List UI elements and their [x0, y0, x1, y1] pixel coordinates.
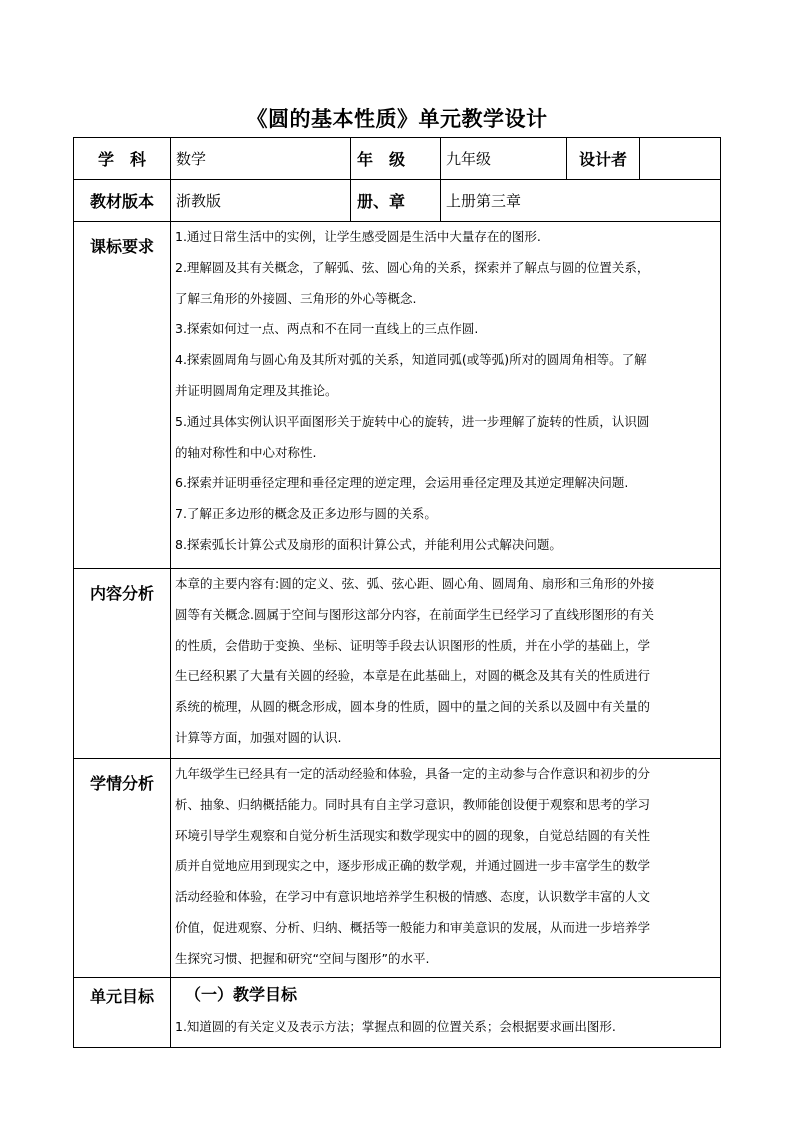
designer-label: 设计者 [567, 138, 640, 180]
content-line: 系统的梳理，从圆的概念形成，圆本身的性质，圆中的量之间的关系以及圆中有关量的 [175, 699, 651, 715]
standards-line: 7.了解正多边形的概念及正多边形与圆的关系。 [175, 506, 437, 522]
table-row-subject [74, 138, 721, 180]
standards-line: 并证明圆周角定理及其推论。 [175, 382, 338, 398]
content-line: 的性质，会借助于变换、坐标、证明等手段去认识图形的性质，并在小学的基础上，学 [175, 637, 651, 653]
document-title: 《圆的基本性质》单元教学设计 [246, 107, 548, 131]
content-line: 本章的主要内容有:圆的定义、弦、弧、弦心距、圆心角、圆周角、扇形和三角形的外接 [175, 576, 655, 591]
standards-line: 4.探索圆周角与圆心角及其所对弧的关系，知道同弧(或等弧)所对的圆周角相等。了解 [175, 352, 647, 368]
students-line: 析、抽象、归纳概括能力。同时具有自主学习意识，教师能创设便于观察和思考的学习 [175, 796, 651, 812]
goals-content [171, 978, 721, 1048]
standards-line: 3.探索如何过一点、两点和不在同一直线上的三点作圆. [175, 321, 479, 337]
goals-label: 单元目标 [74, 978, 171, 1048]
standards-line: 6.探索并证明垂径定理和垂径定理的逆定理，会运用垂径定理及其逆定理解决问题. [175, 475, 629, 491]
goals-line: 1.知道圆的有关定义及表示方法；掌握点和圆的位置关系；会根据要求画出图形. [175, 1019, 616, 1034]
content-line: 计算等方面，加强对圆的认识. [175, 729, 342, 745]
students-line: 生探究习惯、把握和研究“空间与图形”的水平. [175, 950, 430, 966]
students-line: 九年级学生已经具有一定的活动经验和体验，具备一定的主动参与合作意识和初步的分 [175, 766, 651, 781]
students-line: 活动经验和体验，在学习中有意识地培养学生积极的情感、态度，认识数学丰富的人文 [175, 889, 651, 905]
standards-content [171, 222, 721, 569]
grade-value: 九年级 [441, 138, 567, 180]
subject-label: 学 科 [74, 138, 171, 180]
content-line: 生已经积累了大量有关圆的经验，本章是在此基础上，对圆的概念及其有关的性质进行 [175, 668, 651, 684]
standards-line: 了解三角形的外接圆、三角形的外心等概念. [175, 290, 417, 306]
standards-line: 2.理解圆及其有关概念，了解弧、弦、圆心角的关系，探索并了解点与圆的位置关系， [175, 259, 650, 275]
standards-label: 课标要求 [74, 222, 171, 569]
students-line: 质并自觉地应用到现实之中，逐步形成正确的数学观，并通过圆进一步丰富学生的数学 [175, 858, 651, 874]
students-label: 学情分析 [74, 759, 171, 978]
grade-label: 年 级 [351, 138, 441, 180]
table-row-goals [74, 978, 721, 1048]
students-analysis [171, 759, 721, 978]
subject-value: 数学 [171, 138, 351, 180]
content-line: 圆等有关概念.圆属于空间与图形这部分内容，在前面学生已经学习了直线形图形的有关 [175, 606, 654, 622]
table-row-standards [74, 222, 721, 569]
volume-label: 册、章 [351, 180, 441, 222]
content-label: 内容分析 [74, 569, 171, 759]
standards-line: 5.通过具体实例认识平面图形关于旋转中心的旋转，进一步理解了旋转的性质，认识圆 [175, 413, 650, 429]
students-line: 环境引导学生观察和自觉分析生活现实和数学现实中的圆的现象，自觉总结圆的有关性 [175, 827, 651, 843]
edition-value: 浙教版 [171, 180, 351, 222]
designer-value [640, 138, 721, 180]
content-analysis [171, 569, 721, 759]
table-row-students [74, 759, 721, 978]
goals-heading: （一）教学目标 [185, 985, 298, 1004]
edition-label: 教材版本 [74, 180, 171, 222]
table-row-content [74, 569, 721, 759]
students-line: 价值，促进观察、分析、归纳、概括等一般能力和审美意识的发展，从而进一步培养学 [175, 919, 651, 935]
lesson-design-table [73, 137, 721, 1048]
volume-value: 上册第三章 [441, 180, 721, 222]
standards-line: 8.探索弧长计算公式及扇形的面积计算公式，并能利用公式解决问题。 [175, 536, 562, 552]
standards-line: 1.通过日常生活中的实例，让学生感受圆是生活中大量存在的图形. [175, 229, 541, 244]
standards-line: 的轴对称性和中心对称性. [175, 444, 317, 460]
table-row-edition [74, 180, 721, 222]
